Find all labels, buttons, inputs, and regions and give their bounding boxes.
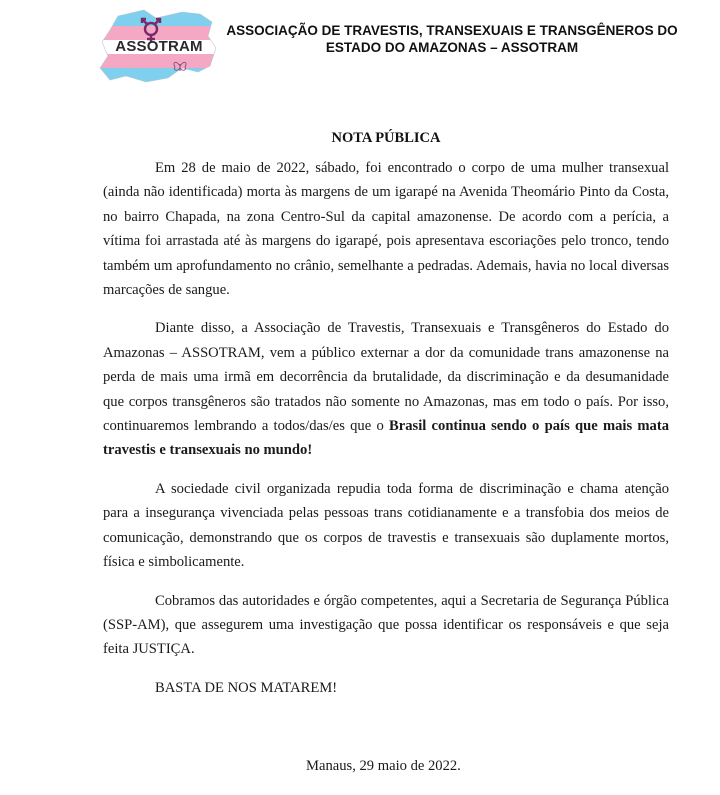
organization-name-line-1: ASSOCIAÇÃO DE TRAVESTIS, TRANSEXUAIS E TRANSGÊNEROS DO	[226, 23, 678, 38]
paragraph-3	[103, 477, 669, 575]
paragraph-1	[103, 156, 669, 302]
paragraph-2	[103, 316, 669, 462]
organization-name	[222, 22, 682, 56]
paragraph-1-text: Em 28 de maio de 2022, sábado, foi encontrado o corpo de uma mulher transexual (ainda não identificada) morta às margens de um igarapé na Avenida Theomário Pinto da Costa, no bairro Chapada, na zona Centro-Sul da capital amazonense. De acordo com a perícia, a vítima foi arrastada até às margens do igarapé, pois apresentava escoriações pelo tronco, tendo também um aprofundamento no crânio, semelhante a pedradas. Ademais, havia no local diversas marcações de sangue.	[103, 160, 669, 299]
paragraph-5	[103, 676, 669, 700]
letterhead	[0, 0, 720, 100]
place-and-date: Manaus, 29 maio de 2022.	[306, 758, 461, 774]
paragraph-2-emphasis: Brasil continua sendo o país que mais mata travestis e transexuais no mundo!	[103, 418, 669, 459]
paragraph-4	[103, 589, 669, 662]
paragraph-5-text: BASTA DE NOS MATAREM!	[155, 679, 338, 696]
assotram-logo	[96, 8, 220, 88]
document-title: NOTA PÚBLICA	[331, 130, 441, 146]
organization-name-line-2: ESTADO DO AMAZONAS – ASSOTRAM	[325, 40, 579, 55]
logo-wordmark: ASSOTRAM	[115, 38, 203, 55]
paragraph-4-text: Cobramos das autoridades e órgão competentes, aqui a Secretaria de Segurança Pública (SSP-AM), que assegurem uma investigação que possa identificar os responsáveis e que seja feita JUSTIÇA.	[103, 592, 669, 658]
document-body	[103, 156, 669, 714]
paragraph-2-text: Diante disso, a Associação de Travestis, Transexuais e Transgêneros do Estado do Amazonas – ASSOTRAM, vem a público externar a dor da comunidade trans amazonense na perda de mais uma irmã em decorrência da brutalidade, da discriminação e da desumanidade que corpos transgêneros são tratados não somente no Amazonas, mas em todo o país. Por isso, continuaremos lembrando a todos/das/es que o	[103, 320, 669, 435]
paragraph-3-text: A sociedade civil organizada repudia toda forma de discriminação e chama atenção para a insegurança vivenciada pelas pessoas trans cotidianamente e a transfobia dos meios de comunicação, demonstrando que os corpos de travestis e transexuais são duplamente mortos, física e simbolicamente.	[103, 480, 669, 571]
